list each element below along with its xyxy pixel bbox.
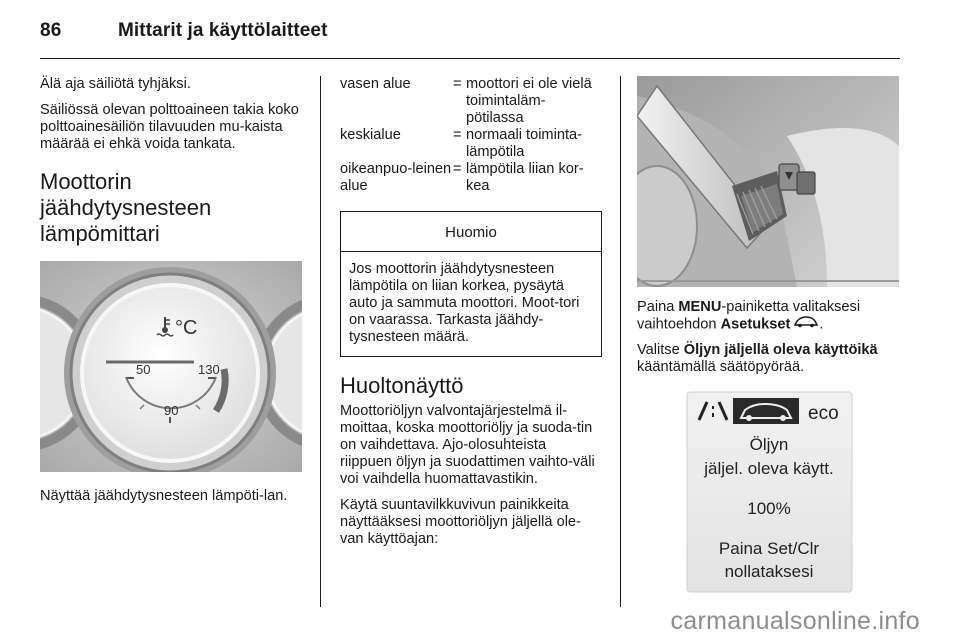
gauge-tick-90: 90 [164, 403, 179, 418]
paragraph-empty-tank: Älä aja säiliötä tyhjäksi. [40, 76, 191, 92]
definition-row [340, 127, 602, 161]
coolant-gauge-illustration [40, 261, 302, 472]
page-header [0, 0, 960, 60]
definition-term: keskialue [340, 127, 401, 143]
notice-title: Huomio [341, 212, 601, 252]
definition-equals: = [453, 127, 462, 143]
definition-description: moottori ei ole vielä toimintaläm-pötilassa [466, 76, 592, 126]
notice-box [340, 211, 602, 357]
gauge-tick-130: 130 [198, 362, 220, 377]
definition-row [340, 161, 602, 195]
gauge-unit-celsius: °C [175, 317, 198, 339]
display-line-press-setclr: Paina Set/Clr [718, 539, 820, 559]
paragraph-press-menu [637, 299, 902, 333]
paragraph-select-oil-life [637, 342, 902, 376]
definition-term: oikeanpuo-leinen alue [340, 161, 452, 194]
paragraph-tank-capacity: Säiliössä olevan polttoaineen takia koko polttoainesäiliön tilavuuden mu-kaista määrää ei ehkä voida tankata. [40, 102, 299, 152]
coolant-gauge-figure [40, 261, 302, 472]
section-heading-coolant-gauge: Moottorin jäähdytysnesteen lämpömittari [40, 169, 212, 246]
page-number: 86 [40, 20, 62, 41]
menu-button-label: MENU [678, 299, 722, 315]
definition-description: normaali toiminta-lämpötila [466, 127, 582, 160]
notice-body: Jos moottorin jäähdytysnesteen lämpötila on liian korkea, pysäytä auto ja sammuta moottori. Moot-tori on vaarassa. Tarkasta jäähdy-tysnesteen määrä. [349, 261, 580, 345]
text-press: Paina [637, 299, 679, 315]
eco-label: eco [808, 403, 839, 425]
display-line-to-reset: nollataksesi [724, 562, 814, 582]
definition-row [340, 76, 602, 127]
definition-description: lämpötila liian kor-kea [466, 161, 584, 194]
paragraph-oil-monitoring: Moottoriöljyn valvontajärjestelmä il-moittaa, koska moottoriöljy ja suoda-tin on vaihdettava. Ajo-olosuhteista riippuen öljyn ja suodattimen vaihto-väli voi vaihdella huomattavastikin. [340, 403, 595, 487]
display-line-oljyn: Öljyn [749, 435, 789, 455]
header-rule [40, 58, 900, 59]
column-1 [40, 76, 306, 514]
column-3 [637, 76, 902, 597]
chapter-title: Mittarit ja käyttölaitteet [118, 20, 328, 41]
text-select: Valitse [637, 342, 684, 359]
oil-life-percent: 100% [747, 499, 791, 519]
column-divider-1 [320, 76, 321, 607]
display-line-remaining: jäljel. oleva käytt. [704, 459, 834, 479]
section-heading-service-display: Huoltonäyttö [340, 373, 464, 398]
settings-label: Asetukset [720, 316, 791, 333]
settings-tab [733, 398, 799, 424]
definition-equals: = [453, 76, 462, 92]
turn-signal-stalk-illustration [637, 76, 899, 287]
gauge-caption: Näyttää jäähdytysnesteen lämpöti-lan. [40, 488, 288, 504]
text-period: . [819, 316, 824, 333]
car-icon [793, 316, 819, 333]
column-2 [340, 76, 602, 557]
oil-life-option-label: Öljyn jäljellä oleva käyttöikä [683, 342, 878, 359]
text-turn-wheel: kääntämällä säätöpyörää. [637, 359, 805, 376]
paragraph-use-stalk-buttons: Käytä suuntavilkkuvivun painikkeita näyttääksesi moottoriöljyn jäljellä ole-van käyttöajan: [340, 497, 581, 547]
gauge-tick-50: 50 [136, 362, 151, 377]
definition-equals: = [453, 161, 462, 177]
oil-life-display-illustration [637, 386, 899, 597]
column-divider-2 [620, 76, 621, 607]
temperature-zone-definitions [340, 76, 602, 195]
watermark: carmanualsonline.info [670, 607, 920, 635]
oil-life-display-figure [637, 386, 899, 597]
turn-signal-stalk-figure [637, 76, 899, 287]
definition-term: vasen alue [340, 76, 411, 92]
text-to-select: -painiketta valitaksesi vaihtoehdon [637, 299, 861, 333]
